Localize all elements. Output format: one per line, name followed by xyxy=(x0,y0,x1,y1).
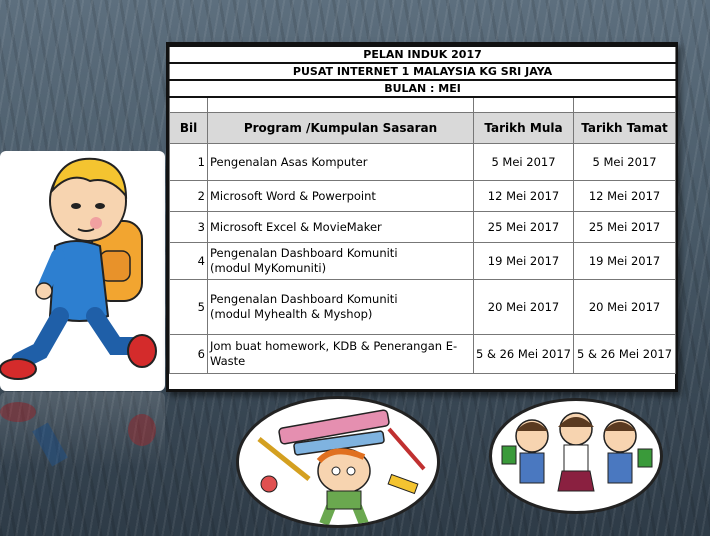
row-program xyxy=(208,335,474,374)
row-start-date: 12 Mei 2017 xyxy=(474,181,574,212)
student-supplies-illustration xyxy=(236,396,440,528)
row-end-date: 19 Mei 2017 xyxy=(574,243,676,280)
row-program: Microsoft Excel & MovieMaker xyxy=(208,212,474,243)
row-program-line2: (modul Myhealth & Myshop) xyxy=(210,307,373,321)
row-program: Pengenalan Asas Komputer xyxy=(208,144,474,181)
table-row xyxy=(170,280,676,335)
col-header-end: Tarikh Tamat xyxy=(574,113,676,144)
table-row xyxy=(170,181,676,212)
table-row xyxy=(170,212,676,243)
running-boy-illustration xyxy=(0,151,165,391)
row-program-line2: Waste xyxy=(210,354,246,368)
row-end-date: 25 Mei 2017 xyxy=(574,212,676,243)
table-title-line2: PUSAT INTERNET 1 MALAYSIA KG SRI JAYA xyxy=(170,63,676,80)
row-program: Microsoft Word & Powerpoint xyxy=(208,181,474,212)
row-end-date: 5 Mei 2017 xyxy=(574,144,676,181)
row-number: 4 xyxy=(170,243,208,280)
row-start-date: 5 & 26 Mei 2017 xyxy=(474,335,574,374)
col-header-bil: Bil xyxy=(170,113,208,144)
row-number: 6 xyxy=(170,335,208,374)
table-row xyxy=(170,243,676,280)
table-header-row xyxy=(170,113,676,144)
schedule-table-panel xyxy=(166,42,678,392)
row-program-line1: Pengenalan Dashboard Komuniti xyxy=(210,292,398,306)
row-program xyxy=(208,280,474,335)
row-program-line1: Pengenalan Dashboard Komuniti xyxy=(210,246,398,260)
row-program-line2: (modul MyKomuniti) xyxy=(210,261,327,275)
col-header-start: Tarikh Mula xyxy=(474,113,574,144)
row-start-date: 25 Mei 2017 xyxy=(474,212,574,243)
row-end-date: 5 & 26 Mei 2017 xyxy=(574,335,676,374)
row-end-date: 20 Mei 2017 xyxy=(574,280,676,335)
row-start-date: 20 Mei 2017 xyxy=(474,280,574,335)
row-start-date: 5 Mei 2017 xyxy=(474,144,574,181)
three-students-illustration xyxy=(489,398,663,514)
row-end-date: 12 Mei 2017 xyxy=(574,181,676,212)
boy-reflection xyxy=(0,392,165,502)
row-number: 3 xyxy=(170,212,208,243)
table-row xyxy=(170,335,676,374)
table-row xyxy=(170,144,676,181)
schedule-table xyxy=(169,45,676,374)
row-number: 5 xyxy=(170,280,208,335)
row-number: 1 xyxy=(170,144,208,181)
table-title-month: BULAN : MEI xyxy=(170,80,676,97)
row-start-date: 19 Mei 2017 xyxy=(474,243,574,280)
row-number: 2 xyxy=(170,181,208,212)
table-title-line1: PELAN INDUK 2017 xyxy=(170,46,676,63)
row-program xyxy=(208,243,474,280)
col-header-program: Program /Kumpulan Sasaran xyxy=(208,113,474,144)
row-program-line1: Jom buat homework, KDB & Penerangan E- xyxy=(210,339,458,353)
